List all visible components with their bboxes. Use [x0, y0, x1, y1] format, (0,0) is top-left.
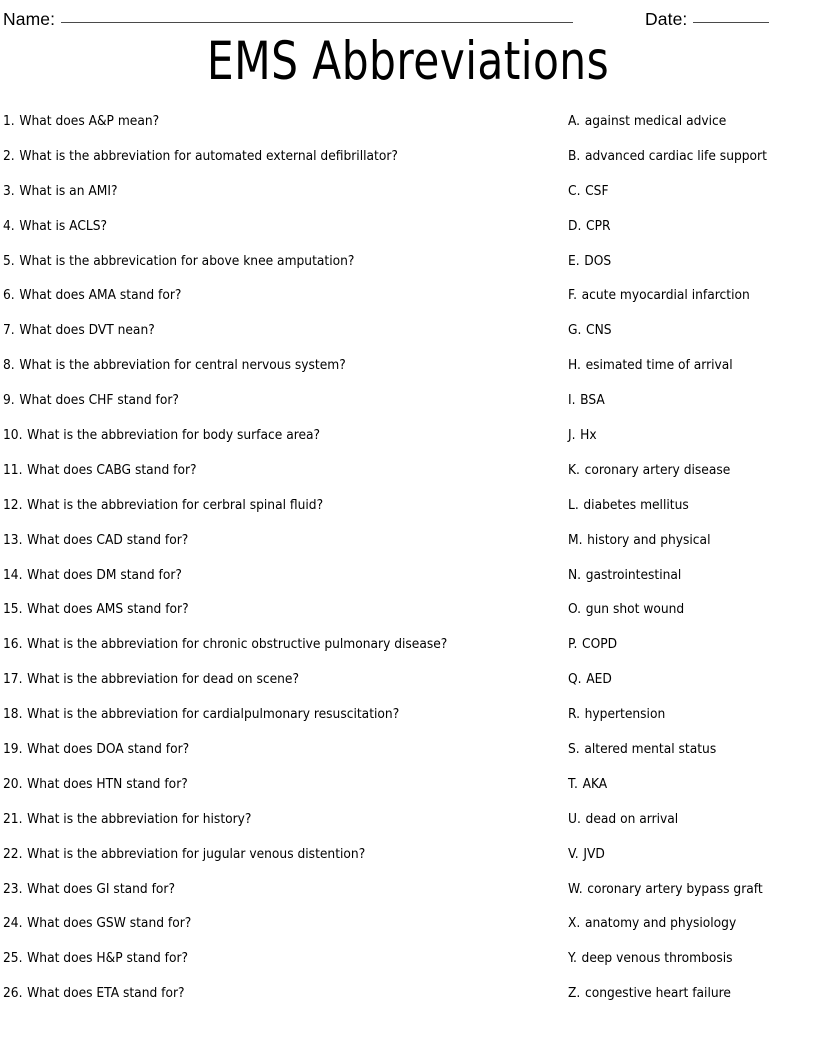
question-item [3, 182, 520, 217]
answer-text: esimated time of arrival [585, 358, 733, 374]
question-item [3, 880, 520, 915]
answer-text: Hx [580, 428, 597, 444]
answer-text: COPD [582, 637, 618, 653]
answer-letter: L. [568, 497, 579, 513]
answer-letter: X. [568, 916, 581, 932]
question-text: What does DOA stand for? [27, 742, 190, 758]
question-item [3, 426, 520, 461]
question-number: 17. [3, 672, 23, 688]
name-field [3, 0, 573, 29]
answer-letter: I. [568, 393, 576, 409]
answer-text: advanced cardiac life support [584, 148, 767, 164]
question-number: 25. [3, 951, 23, 967]
answer-letter: F. [568, 288, 577, 304]
answer-letter: S. [568, 742, 580, 758]
question-item [3, 286, 520, 321]
question-item [3, 949, 520, 984]
question-text: What does AMA stand for? [19, 288, 182, 304]
answer-text: history and physical [587, 532, 711, 548]
answer-text: against medical advice [584, 114, 727, 129]
answer-letter: R. [568, 707, 580, 723]
question-item [3, 252, 520, 287]
question-text: What is the abbreviation for cardialpulmonary resuscitation? [27, 707, 400, 723]
question-text: What does ETA stand for? [27, 986, 185, 1002]
answer-letter: U. [568, 811, 581, 827]
answer-item [568, 705, 797, 740]
question-number: 26. [3, 986, 23, 1002]
question-item [3, 600, 520, 635]
question-text: What is ACLS? [19, 218, 108, 234]
answer-item [568, 949, 797, 984]
answer-item [568, 635, 797, 670]
answer-text: diabetes mellitus [583, 497, 689, 513]
question-text: What does A&P mean? [19, 114, 160, 129]
question-item [3, 635, 520, 670]
answer-text: CNS [586, 323, 612, 339]
question-text: What is the abbreviation for automated external defibrillator? [19, 148, 398, 164]
answer-letter: B. [568, 148, 581, 164]
question-number: 24. [3, 916, 23, 932]
answer-text: acute myocardial infarction [581, 288, 750, 304]
question-text: What is the abbreviation for chronic obstructive pulmonary disease? [27, 637, 448, 653]
date-label: Date: [645, 9, 688, 29]
answer-letter: E. [568, 253, 580, 269]
question-text: What does DM stand for? [27, 567, 182, 583]
answer-item [568, 880, 797, 915]
question-text: What does AMS stand for? [27, 602, 189, 618]
question-text: What does GSW stand for? [27, 916, 192, 932]
answer-item [568, 810, 797, 845]
answer-letter: Z. [568, 986, 581, 1002]
question-number: 16. [3, 637, 23, 653]
answer-text: hypertension [584, 707, 666, 723]
answer-letter: J. [568, 428, 576, 444]
worksheet-header [3, 0, 810, 30]
answer-item [568, 217, 797, 252]
question-text: What does GI stand for? [27, 881, 175, 897]
answer-text: CSF [585, 183, 609, 199]
answer-item [568, 112, 797, 147]
answer-letter: P. [568, 637, 578, 653]
question-text: What is the abbrevication for above knee amputation? [19, 253, 355, 269]
date-field [645, 0, 769, 29]
date-write-line[interactable] [693, 22, 769, 23]
question-text: What does H&P stand for? [27, 951, 189, 967]
question-item [3, 775, 520, 810]
question-text: What does CABG stand for? [27, 462, 197, 478]
question-number: 19. [3, 742, 23, 758]
question-item [3, 810, 520, 845]
question-item [3, 147, 520, 182]
question-number: 12. [3, 497, 23, 513]
answer-item [568, 914, 797, 949]
question-number: 22. [3, 846, 23, 862]
answer-letter: W. [568, 881, 583, 897]
answer-item [568, 600, 797, 635]
answer-letter: D. [568, 218, 582, 234]
answer-item [568, 740, 797, 775]
answer-letter: N. [568, 567, 582, 583]
answer-text: coronary artery disease [584, 462, 731, 478]
question-text: What is the abbreviation for jugular venous distention? [27, 846, 366, 862]
question-number: 11. [3, 462, 23, 478]
question-number: 13. [3, 532, 23, 548]
page-title: EMS Abbreviations [206, 31, 610, 92]
answer-item [568, 461, 797, 496]
question-item [3, 391, 520, 426]
answer-text: gastrointestinal [585, 567, 682, 583]
question-text: What does CAD stand for? [27, 532, 189, 548]
answer-letter: T. [568, 776, 578, 792]
answer-letter: A. [568, 114, 581, 129]
question-number: 3. [3, 183, 15, 199]
question-number: 20. [3, 776, 23, 792]
question-item [3, 984, 520, 1019]
answer-text: AKA [582, 776, 608, 792]
answer-text: deep venous thrombosis [581, 951, 733, 967]
answer-letter: C. [568, 183, 581, 199]
question-number: 8. [3, 358, 15, 374]
question-text: What is the abbreviation for cerbral spinal fluid? [27, 497, 324, 513]
answer-letter: G. [568, 323, 582, 339]
answer-item [568, 775, 797, 810]
question-item [3, 845, 520, 880]
question-text: What does CHF stand for? [19, 393, 179, 409]
question-number: 15. [3, 602, 23, 618]
answers-column [568, 112, 814, 1019]
answer-item [568, 391, 797, 426]
question-item [3, 566, 520, 601]
question-text: What does HTN stand for? [27, 776, 188, 792]
answer-text: BSA [580, 393, 605, 409]
answer-item [568, 531, 797, 566]
answer-text: altered mental status [584, 742, 717, 758]
answer-text: DOS [584, 253, 612, 269]
answer-item [568, 321, 797, 356]
question-number: 23. [3, 881, 23, 897]
answer-letter: O. [568, 602, 582, 618]
answer-letter: M. [568, 532, 583, 548]
answer-text: gun shot wound [585, 602, 685, 618]
question-number: 4. [3, 218, 15, 234]
answer-text: coronary artery bypass graft [587, 881, 763, 897]
question-text: What is the abbreviation for history? [27, 811, 252, 827]
answer-letter: H. [568, 358, 581, 374]
question-number: 21. [3, 811, 23, 827]
question-text: What is the abbreviation for body surface area? [27, 428, 321, 444]
answer-item [568, 182, 797, 217]
question-number: 6. [3, 288, 15, 304]
answer-item [568, 670, 797, 705]
question-item [3, 112, 520, 147]
answer-letter: Y. [568, 951, 577, 967]
question-item [3, 356, 520, 391]
answer-item [568, 984, 797, 1019]
question-number: 1. [3, 114, 15, 129]
question-number: 2. [3, 148, 15, 164]
answer-item [568, 566, 797, 601]
answer-text: congestive heart failure [584, 986, 731, 1002]
question-number: 14. [3, 567, 23, 583]
question-item [3, 670, 520, 705]
question-item [3, 217, 520, 252]
question-number: 5. [3, 253, 15, 269]
question-text: What is the abbreviation for central nervous system? [19, 358, 346, 374]
answer-letter: Q. [568, 672, 582, 688]
question-number: 7. [3, 323, 15, 339]
question-item [3, 531, 520, 566]
answer-item [568, 356, 797, 391]
answer-text: CPR [586, 218, 611, 234]
question-item [3, 496, 520, 531]
question-item [3, 461, 520, 496]
name-label: Name: [3, 9, 56, 29]
answer-letter: K. [568, 462, 580, 478]
answer-item [568, 426, 797, 461]
answer-letter: V. [568, 846, 579, 862]
answer-item [568, 147, 797, 182]
question-item [3, 321, 520, 356]
answer-text: dead on arrival [585, 811, 679, 827]
answer-item [568, 252, 797, 287]
answer-item [568, 286, 797, 321]
name-write-line[interactable] [61, 22, 573, 23]
question-text: What is the abbreviation for dead on scene? [27, 672, 299, 688]
answer-text: AED [586, 672, 612, 688]
question-text: What does DVT nean? [19, 323, 155, 339]
questions-column [3, 112, 559, 1019]
question-number: 10. [3, 428, 23, 444]
question-text: What is an AMI? [19, 183, 118, 199]
question-item [3, 740, 520, 775]
answer-item [568, 496, 797, 531]
answer-item [568, 845, 797, 880]
answer-text: JVD [583, 846, 605, 862]
question-item [3, 705, 520, 740]
answer-text: anatomy and physiology [584, 916, 737, 932]
question-number: 18. [3, 707, 23, 723]
question-item [3, 914, 520, 949]
question-number: 9. [3, 393, 15, 409]
